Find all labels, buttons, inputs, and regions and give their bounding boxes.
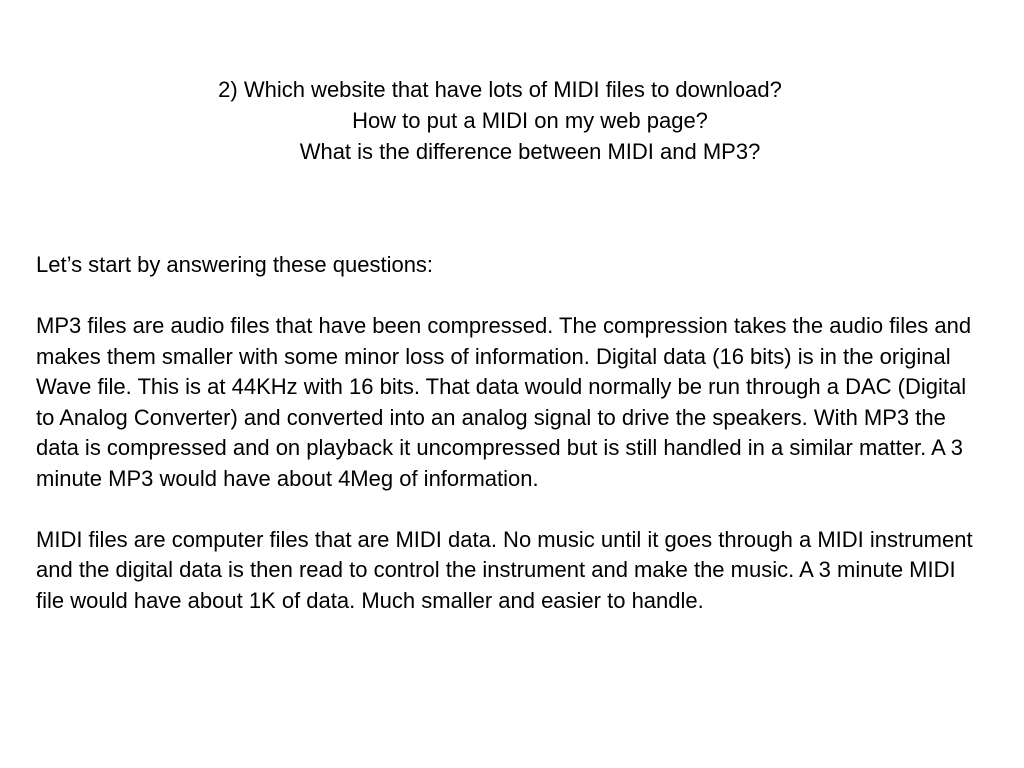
question-1: 2) Which website that have lots of MIDI files to download? xyxy=(218,77,782,102)
intro-line: Let’s start by answering these questions: xyxy=(36,252,434,277)
question-3: What is the difference between MIDI and MP3? xyxy=(299,139,761,164)
mp3-paragraph: MP3 files are audio files that have been compressed. The compression takes the audio files and makes them smaller with some minor loss of information. Digital data (16 bits) is in the original Wave file. This is at 44KHz with 16 bits. That data would normally be run through a DAC (Digital to Analog Converter) and converted into an analog signal to drive the speakers. With MP3 the data is compressed and on playback it uncompressed but is still handled in a similar matter. A 3 minute MP3 would have about 4Meg of information. xyxy=(36,313,972,491)
question-2: How to put a MIDI on my web page? xyxy=(352,108,708,133)
midi-paragraph: MIDI files are computer files that are MIDI data. No music until it goes through a MIDI instrument and the digital data is then read to control the instrument and make the music. A 3 minute MIDI file would have about 1K of data. Much smaller and easier to handle. xyxy=(36,526,973,613)
body-text xyxy=(36,250,986,647)
questions-block xyxy=(140,74,920,167)
